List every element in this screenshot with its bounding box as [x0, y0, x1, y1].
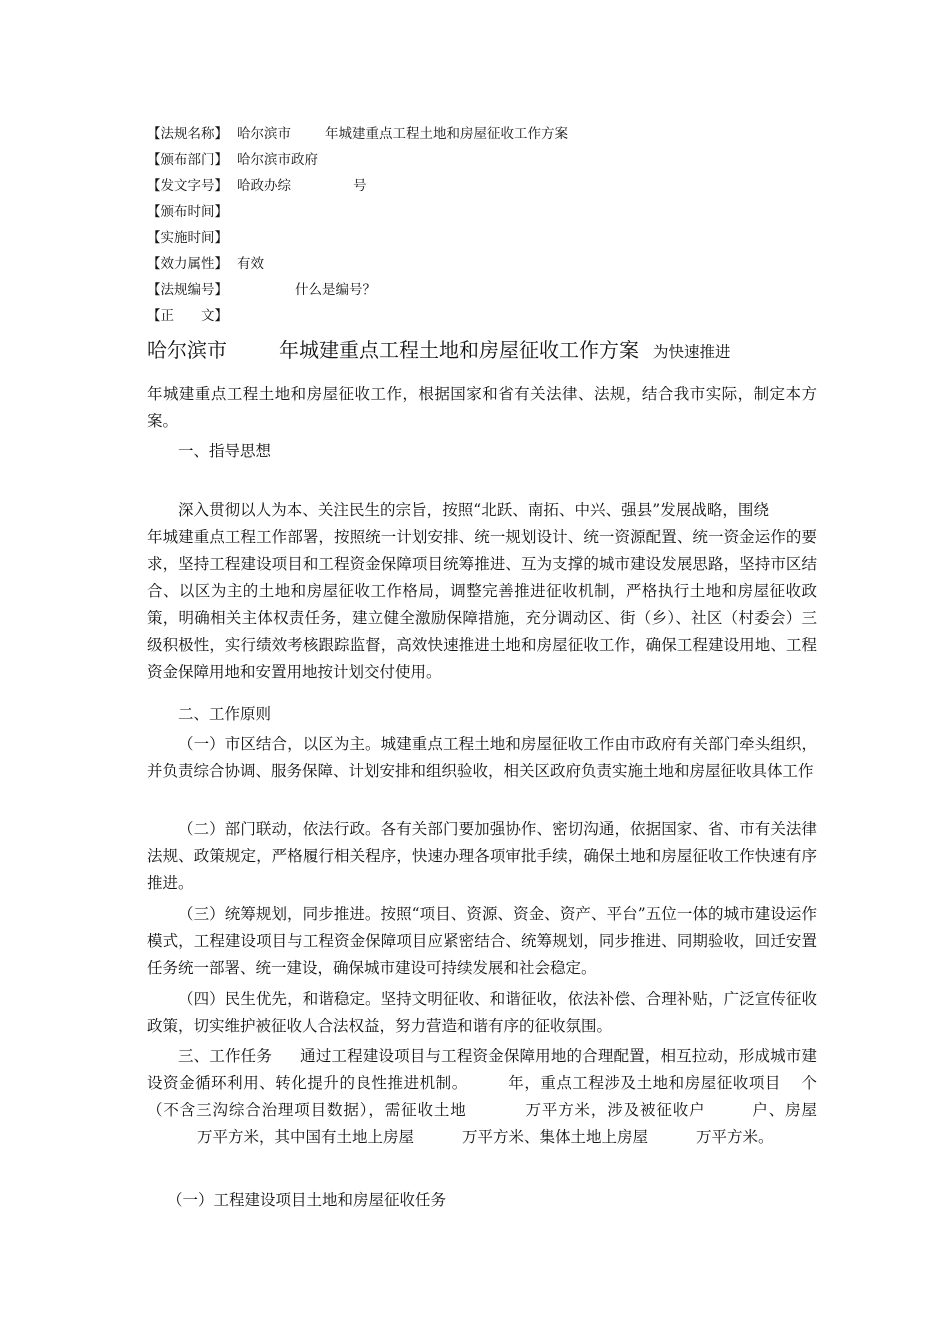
- subsection-heading: [147, 1187, 817, 1214]
- body-section-1: [147, 497, 817, 686]
- page-title: [147, 334, 731, 363]
- heading: （一）工程建设项目土地和房屋征收任务: [167, 1191, 447, 1209]
- text-run: 通过工程建设项目与工程资金保障用地的合理配置，相互拉动，形成城市建设资金循环利用、转化提升的良性推进机制。: [147, 1047, 817, 1092]
- meta-row-regulation-number: [147, 280, 568, 306]
- text-run: 万平方米。: [696, 1128, 774, 1146]
- heading: 一、指导思想: [178, 442, 272, 460]
- section-heading: [147, 701, 817, 728]
- meta-row-effective-date: [147, 228, 568, 254]
- body-principle-2: [147, 816, 817, 897]
- meta-value: 年城建重点工程土地和房屋征收工作方案: [325, 126, 568, 142]
- title-tail: 为快速推进: [653, 343, 731, 361]
- meta-key: 【效力属性】: [147, 256, 228, 272]
- meta-row-doc-number: [147, 176, 568, 202]
- paragraph: [147, 1043, 817, 1151]
- meta-value: 哈尔滨市政府: [237, 152, 318, 168]
- heading: 二、工作原则: [178, 705, 272, 723]
- body-section-3: [147, 1043, 817, 1151]
- meta-value: 哈尔滨市: [237, 126, 291, 142]
- section-heading: [147, 438, 817, 465]
- meta-key: 【发文字号】: [147, 178, 228, 194]
- body-principle-1: [147, 731, 817, 785]
- meta-value: 号: [353, 178, 367, 194]
- body-intro: [147, 381, 817, 435]
- meta-value: 有效: [237, 256, 264, 272]
- paragraph: （一）市区结合，以区为主。城建重点工程土地和房屋征收工作由市政府有关部门牵头组织，并负责综合协调、服务保障、计划安排和组织验收，相关区政府负责实施土地和房屋征收具体工作: [147, 735, 817, 780]
- body-principle-4: [147, 986, 817, 1040]
- text-run: 户、房屋: [751, 1101, 817, 1119]
- title-part: 哈尔滨市: [147, 338, 227, 362]
- meta-key: 【颁布时间】: [147, 204, 228, 220]
- meta-key: 【实施时间】: [147, 230, 228, 246]
- title-part: 年城建重点工程土地和房屋征收工作方案: [279, 338, 639, 362]
- text-run: 个（不含三沟综合治理项目数据），需征收土地: [147, 1074, 817, 1119]
- text-run: 万平方米，涉及被征收户: [524, 1101, 706, 1119]
- meta-key: 【法规名称】: [147, 126, 228, 142]
- meta-row-body-label: [147, 306, 568, 332]
- meta-row-name: [147, 124, 568, 150]
- paragraph: 年城建重点工程土地和房屋征收工作，根据国家和省有关法律、法规，结合我市实际，制定本方案。: [147, 385, 817, 430]
- meta-value: 哈政办综: [237, 178, 291, 194]
- text-run: 万平方米，其中国有土地上房屋: [197, 1128, 415, 1146]
- heading: 三、工作任务: [178, 1047, 272, 1065]
- text-run: 深入贯彻以人为本、关注民生的宗旨，按照“北跃、南拓、中兴、强县”发展战略，围绕: [178, 501, 769, 519]
- paragraph: （四）民生优先，和谐稳定。坚持文明征收、和谐征收，依法补偿、合理补贴，广泛宣传征收政策，切实维护被征收人合法权益，努力营造和谐有序的征收氛围。: [147, 990, 817, 1035]
- meta-key: 【正 文】: [147, 308, 228, 324]
- paragraph: （二）部门联动，依法行政。各有关部门要加强协作、密切沟通，依据国家、省、市有关法律法规、政策规定，严格履行相关程序，快速办理各项审批手续，确保土地和房屋征收工作快速有序推进。: [147, 820, 817, 892]
- meta-key: 【法规编号】: [147, 282, 228, 298]
- meta-row-department: [147, 150, 568, 176]
- meta-row-validity: [147, 254, 568, 280]
- paragraph: （三）统筹规划，同步推进。按照“项目、资源、资金、资产、平台”五位一体的城市建设运作模式，工程建设项目与工程资金保障项目应紧密结合、统筹规划，同步推进、同期验收，回迁安置任务统一部署、统一建设，确保城市建设可持续发展和社会稳定。: [147, 905, 817, 977]
- meta-link[interactable]: 什么是编号？: [295, 282, 376, 298]
- text-run: 年城建重点工程工作部署，按照统一计划安排、统一规划设计、统一资源配置、统一资金运作的要求，坚持工程建设项目和工程资金保障项目统筹推进、互为支撑的城市建设发展思路，坚持市区结合、以区为主的土地和房屋征收工作格局，调整完善推进征收机制，严格执行土地和房屋征收政策，明确相关主体权责任务，建立健全激励保障措施，充分调动区、街（乡）、社区（村委会）三级积极性，实行绩效考核跟踪监督，高效快速推进土地和房屋征收工作，确保工程建设用地、工程资金保障用地和安置用地按计划交付使用。: [147, 528, 817, 681]
- meta-key: 【颁布部门】: [147, 152, 228, 168]
- paragraph: [147, 497, 817, 686]
- text-run: 万平方米、集体土地上房屋: [462, 1128, 649, 1146]
- meta-row-issue-date: [147, 202, 568, 228]
- text-run: 年，重点工程涉及土地和房屋征收项目: [507, 1074, 781, 1092]
- metadata-block: [147, 124, 568, 332]
- body-principle-3: [147, 901, 817, 982]
